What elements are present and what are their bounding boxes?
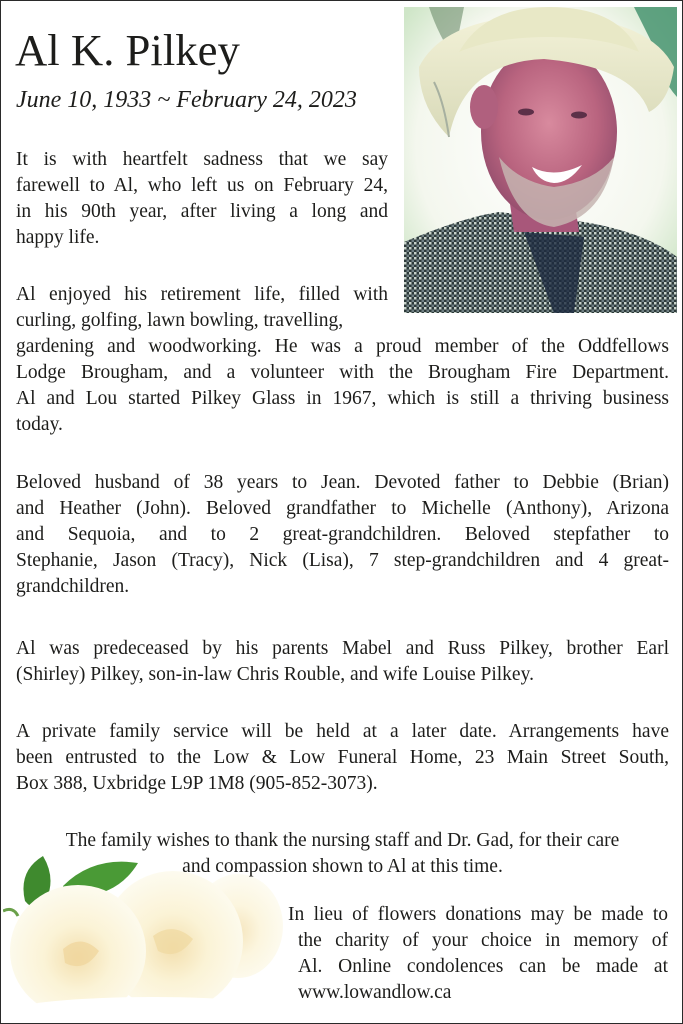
- paragraph-5-line: A private family service will be held at a later date. Arrangements have: [16, 721, 669, 742]
- deceased-name: Al K. Pilkey: [15, 25, 240, 75]
- paragraph-3-line: grandchildren.: [16, 576, 130, 597]
- paragraph-2-line: gardening and woodworking. He was a proud member of the Oddfellows: [16, 336, 669, 357]
- paragraph-5-line: been entrusted to the Low & Low Funeral Home, 23 Main Street South,: [16, 747, 669, 768]
- paragraph-2-line: Al enjoyed his retirement life, filled with: [16, 284, 388, 305]
- paragraph-4-line: Al was predeceased by his parents Mabel and Russ Pilkey, brother Earl: [16, 638, 669, 659]
- paragraph-7-line: the charity of your choice in memory of: [298, 930, 668, 951]
- paragraph-6-line: The family wishes to thank the nursing staff and Dr. Gad, for their care: [65, 830, 620, 851]
- website-link[interactable]: www.lowandlow.ca: [298, 982, 452, 1003]
- paragraph-1-line: farewell to Al, who left us on February 24,: [16, 175, 388, 196]
- paragraph-1-line: It is with heartfelt sadness that we say: [16, 149, 388, 170]
- paragraph-3-line: Stephanie, Jason (Tracy), Nick (Lisa), 7 step-grandchildren and 4 great-: [16, 550, 669, 571]
- paragraph-2-line: today.: [16, 414, 63, 435]
- paragraph-4-line: (Shirley) Pilkey, son-in-law Chris Rouble, and wife Louise Pilkey.: [16, 664, 534, 685]
- portrait-photo: [404, 7, 677, 313]
- paragraph-3-line: and Heather (John). Beloved grandfather to Michelle (Anthony), Arizona: [16, 498, 669, 519]
- paragraph-3-line: Beloved husband of 38 years to Jean. Devoted father to Debbie (Brian): [16, 472, 669, 493]
- paragraph-1-line: in his 90th year, after living a long and: [16, 201, 388, 222]
- paragraph-2-line: curling, golfing, lawn bowling, travelling,: [16, 310, 344, 331]
- paragraph-7-line: Al. Online condolences can be made at: [298, 956, 668, 977]
- paragraph-2-line: Al and Lou started Pilkey Glass in 1967, which is still a thriving business: [16, 388, 669, 409]
- life-dates: June 10, 1933 ~ February 24, 2023: [16, 87, 357, 113]
- paragraph-2-line: Lodge Brougham, and a volunteer with the Brougham Fire Department.: [16, 362, 669, 383]
- portrait-illustration: [404, 7, 677, 313]
- paragraph-5-line: Box 388, Uxbridge L9P 1M8 (905-852-3073).: [16, 773, 378, 794]
- paragraph-3-line: and Sequoia, and to 2 great-grandchildren. Beloved stepfather to: [16, 524, 669, 545]
- paragraph-1-line: happy life.: [16, 227, 100, 248]
- paragraph-6-line: and compassion shown to Al at this time.: [182, 856, 503, 877]
- paragraph-7-line: In lieu of flowers donations may be made to: [288, 904, 668, 925]
